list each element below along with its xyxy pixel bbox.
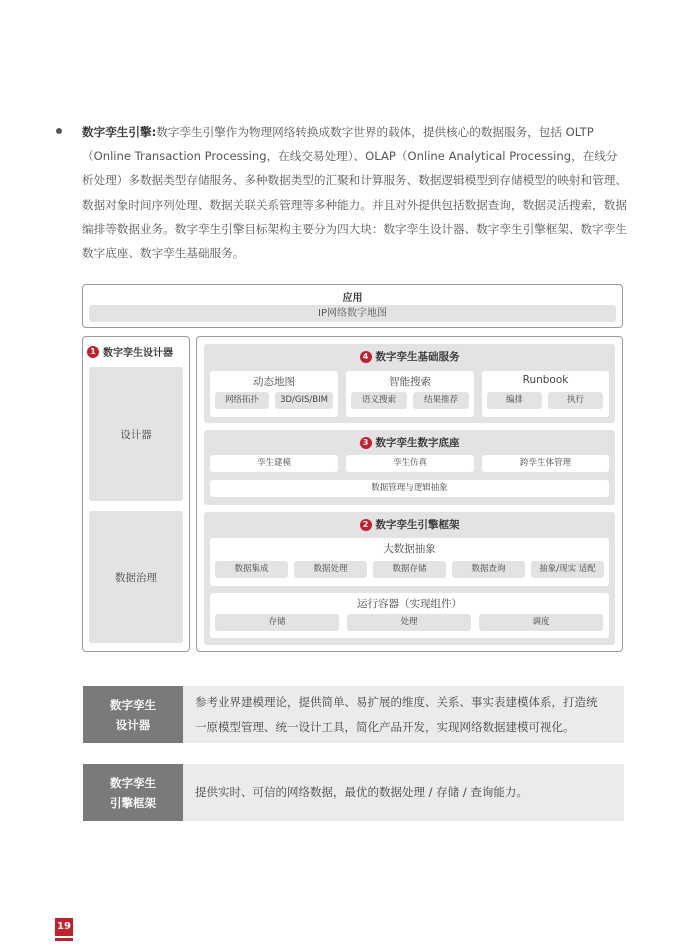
row-header-line: 引擎框架 — [110, 795, 156, 810]
engine-column — [196, 336, 623, 652]
card-title: Runbook — [522, 374, 569, 386]
designer-row — [83, 686, 624, 743]
page-number: 19 — [55, 918, 73, 936]
chip: 执行 — [548, 392, 603, 409]
runtime-card — [210, 593, 609, 638]
chip: 调度 — [479, 614, 603, 631]
number-badge: 4 — [360, 351, 372, 363]
designer-title-text: 数字孪生设计器 — [103, 348, 173, 359]
card-title: 智能搜索 — [389, 376, 431, 388]
service-card — [210, 371, 338, 417]
digital-base-title-text: 数字孪生数字底座 — [375, 437, 460, 449]
intro-term: 数字孪生引擎: — [82, 125, 157, 139]
row-header-line: 数字孪生 — [110, 775, 156, 790]
engine-framework-section — [204, 512, 615, 645]
chip: 编排 — [487, 392, 542, 409]
data-management-bar: 数据管理与逻辑抽象 — [210, 480, 609, 497]
basic-services-section — [204, 344, 615, 423]
row-text: 提供实时、可信的网络数据，最优的数据处理 / 存储 / 查询能力。 — [195, 785, 528, 799]
base-bar: 孪生仿真 — [346, 455, 474, 472]
service-card — [346, 371, 474, 417]
chip: 抽象/现实 适配 — [531, 561, 604, 578]
intro-paragraph — [82, 120, 627, 265]
base-bar: 跨孪生体管理 — [482, 455, 609, 472]
digital-base-title — [204, 435, 615, 450]
engine-framework-title — [204, 517, 615, 532]
chip: 网络拓扑 — [215, 392, 269, 409]
row-header — [83, 764, 183, 821]
chip: 数据存储 — [373, 561, 446, 578]
page-number-underline — [55, 938, 73, 941]
engine-row — [83, 764, 624, 821]
basic-services-title — [204, 349, 615, 364]
app-title: 应用 — [342, 293, 363, 304]
governance-block: 数据治理 — [89, 511, 183, 643]
row-header-line: 设计器 — [115, 717, 151, 732]
chip: 3D/GIS/BIM — [275, 392, 333, 409]
bigdata-card — [210, 538, 609, 586]
number-badge: 2 — [360, 519, 372, 531]
chip: 处理 — [347, 614, 471, 631]
basic-services-title-text: 数字孪生基础服务 — [375, 351, 460, 363]
service-card — [482, 371, 609, 417]
chip: 存储 — [215, 614, 339, 631]
card-title: 运行容器（实现组件） — [357, 598, 462, 610]
card-title: 大数据抽象 — [383, 543, 436, 555]
row-text: 参考业界建模理论，提供简单、易扩展的维度、关系、事实表建模体系，打造统一原模型管理、统一设计工具，简化产品开发，实现网络数据建模可视化。 — [195, 695, 598, 734]
row-header — [83, 686, 183, 743]
engine-framework-title-text: 数字孪生引擎框架 — [375, 519, 460, 531]
intro-text: 数字孪生引擎作为物理网络转换成数字世界的载体，提供核心的数据服务，包括 OLTP（Online Transaction Processing，在线交易处理）、OLAP（Online Analytical Processing，在线分析处理）多数据类型存储服务、多种数据类型的汇聚和计算服务、数据逻辑模型到存储模型的映射和管理、数据对象时间序列处理、数据关联关系管理等多种能力。并且对外提供包括数据查询，数据灵活搜索，数据编排等数据业务。数字孪生引擎目标架构主要分为四大块：数字孪生设计器、数字孪生引擎框架、数字孪生数字底座、数字孪生基础服务。 — [82, 125, 627, 261]
app-bar: IP网络数字地图 — [89, 305, 616, 322]
designer-title — [87, 344, 173, 359]
designer-block: 设计器 — [89, 367, 183, 501]
bullet-dot — [56, 128, 62, 134]
row-header-line: 数字孪生 — [110, 697, 156, 712]
app-layer — [82, 284, 623, 328]
number-badge: 3 — [360, 437, 372, 449]
base-bar: 孪生建模 — [210, 455, 338, 472]
chip: 数据查询 — [452, 561, 525, 578]
chip: 数据处理 — [294, 561, 367, 578]
number-badge: 1 — [87, 346, 99, 358]
digital-base-section — [204, 430, 615, 505]
designer-column — [82, 336, 190, 652]
card-title: 动态地图 — [253, 376, 295, 388]
chip: 数据集成 — [215, 561, 288, 578]
chip: 结果推荐 — [413, 392, 469, 409]
chip: 语义搜索 — [351, 392, 407, 409]
